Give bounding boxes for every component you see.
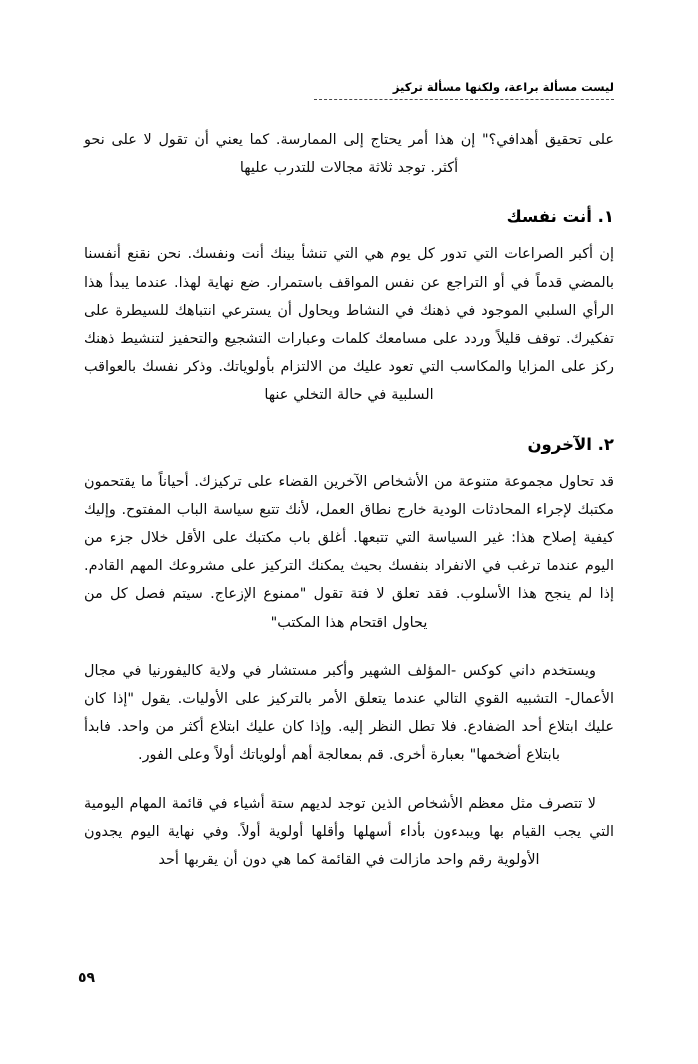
spacer: [84, 770, 614, 790]
spacer: [84, 410, 614, 432]
paragraph-continuation: على تحقيق أهدافي؟" إن هذا أمر يحتاج إلى الممارسة. كما يعني أن تقول لا على نحو أكثر. توجد ثلاثة مجالات للتدرب عليها: [84, 132, 614, 177]
text-column: [84, 126, 614, 874]
header-divider-rule: [314, 98, 614, 100]
paragraph-others-body: قد تحاول مجموعة متنوعة من الأشخاص الآخرين القضاء على تركيزك. أحياناً ما يقتحمون مكتبك لإجراء المحادثات الودية خارج نطاق العمل، لأنك تتبع سياسة الباب المفتوح. وإليك كيفية إصلاح هذا: غير السياسة التي تتبعها. أغلق باب مكتبك على الأقل خلال جزء من اليوم عندما ترغب في الانفراد بنفسك بحيث يمكنك التركيز على مشروعك المهم القادم. إذا لم ينجح هذا الأسلوب. فقد تعلق لا فتة تقول "ممنوع الإزعاج. سيتم فصل كل من يحاول اقتحام هذا المكتب": [84, 473, 614, 631]
spacer: [84, 230, 614, 240]
running-header-title: ليست مسألة براعة، ولكنها مسألة تركيز: [392, 80, 614, 94]
section-heading-others: ٢. الآخرون: [527, 434, 614, 454]
spacer: [84, 182, 614, 204]
paragraph-task-list: لا تتصرف مثل معظم الأشخاص الذين توجد لديهم ستة أشياء في قائمة المهام اليومية التي يجب القيام بها ويبدءون بأداء أسهلها وأقلها أولوية أولاً. وفي نهاية اليوم يجدون الأولوية رقم واحد مازالت في القائمة كما هي دون أن يقربها أحد: [84, 795, 614, 869]
section-heading-yourself: ١. أنت نفسك: [506, 207, 614, 227]
spacer: [84, 637, 614, 657]
paragraph-danny-cox: ويستخدم داني كوكس -المؤلف الشهير وأكبر مستشار في ولاية كاليفورنيا في مجال الأعمال- التشبيه القوي التالي عندما يتعلق الأمر بالتركيز على الأوليات. يقول "إذا كان عليك ابتلاع أحد الضفادع. فلا تطل النظر إليه. وإذا كان عليك ابتلاع أكثر من واحد. فابدأ بابتلاع أضخمها" بعبارة أخرى. قم بمعالجة أهم أولوياتك أولاً وعلى الفور.: [84, 662, 614, 764]
spacer: [84, 458, 614, 468]
paragraph-yourself-body: إن أكبر الصراعات التي تدور كل يوم هي التي تنشأ بينك أنت ونفسك. نحن نقنع أنفسنا بالمضي قدماً في أو التراجع عن نفس المواقف باستمرار. ضع نهاية لهذا. عندما يبدأ هذا الرأي السلبي الموجود في ذهنك في النشاط ويحاول أن يسترعي انتباهك للسيطرة على تفكيرك. توقف قليلاً وردد على مسامعك كلمات وعبارات التشجيع والتحفيز لتنشيط ذهنك ركز على المزايا والمكاسب التي تعود عليك من الالتزام بأولوياتك. وذكر نفسك بالعواقب السلبية في حالة التخلي عنها: [84, 246, 614, 404]
page-number: ٥٩: [78, 970, 96, 986]
running-header: [84, 76, 614, 97]
